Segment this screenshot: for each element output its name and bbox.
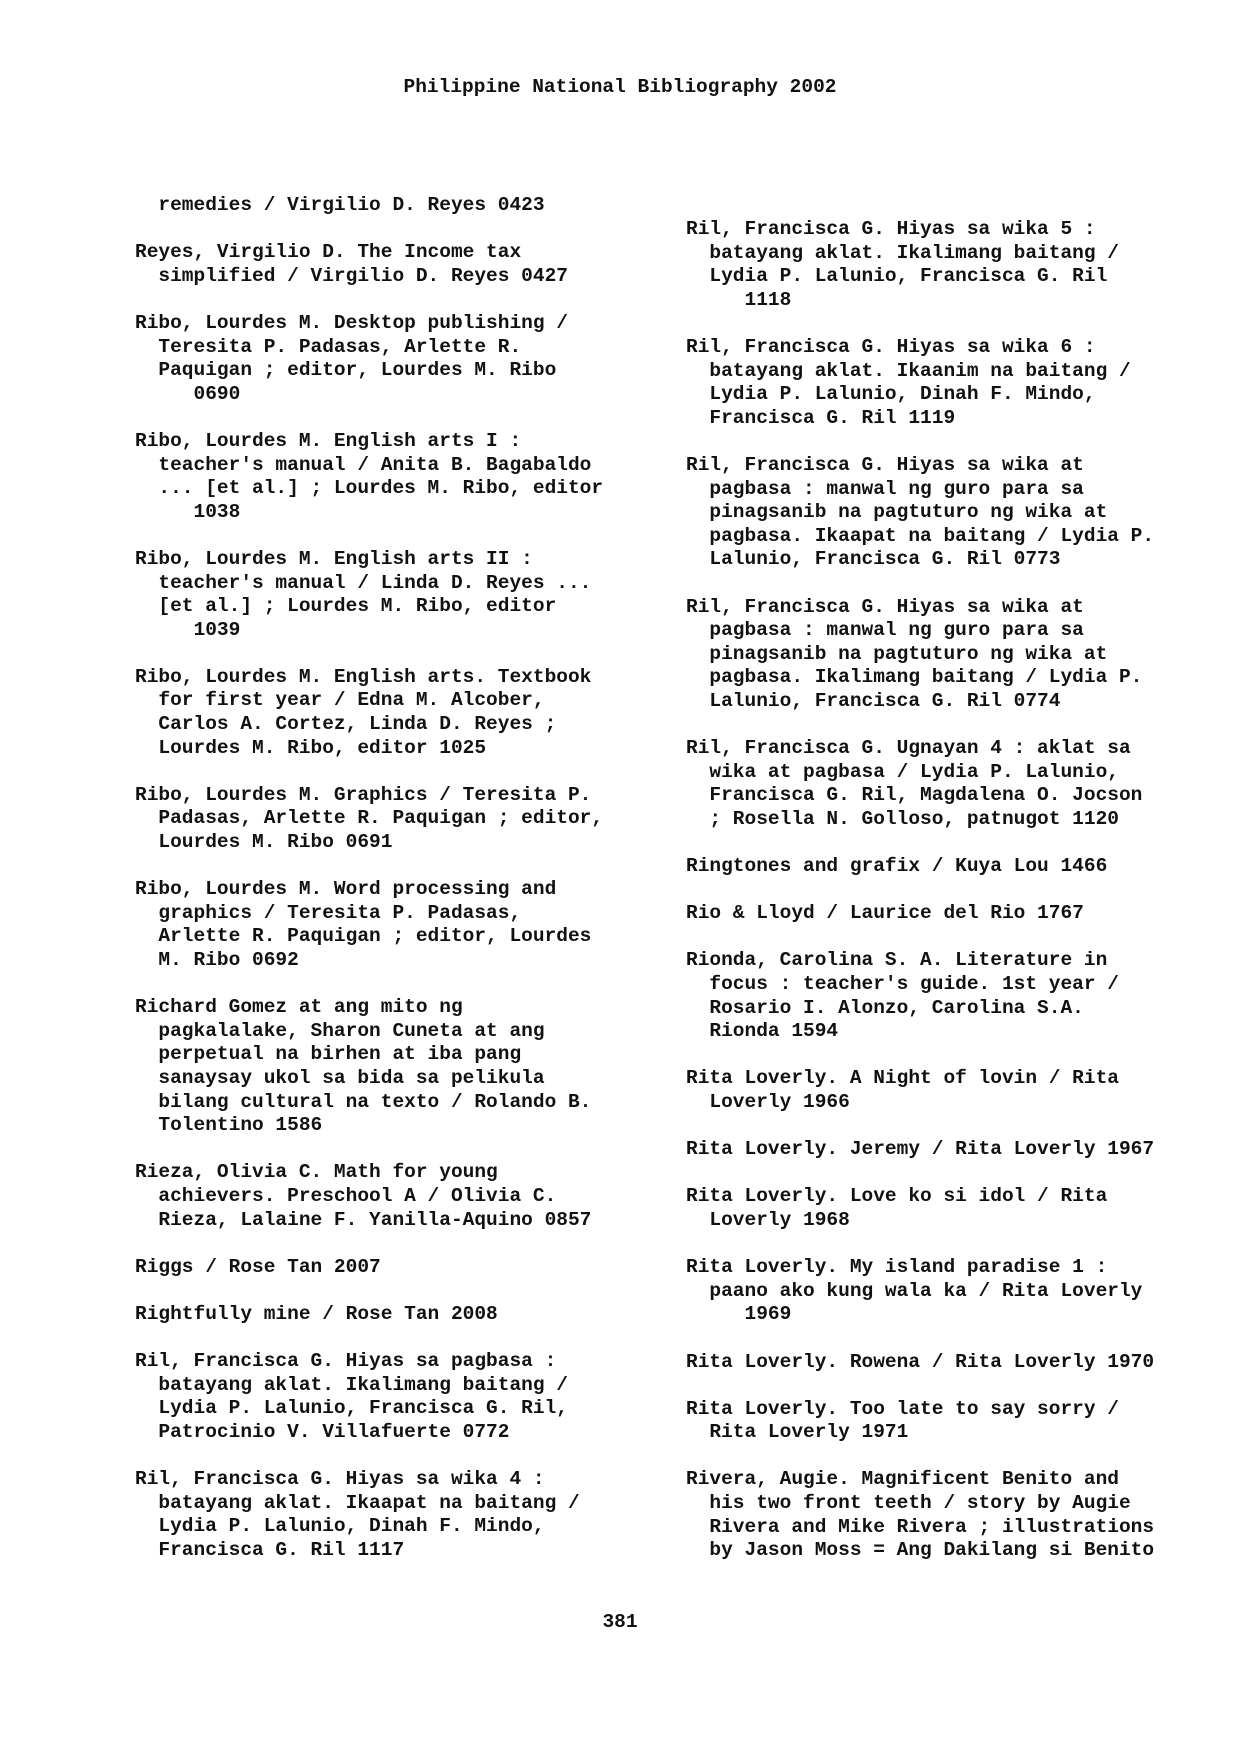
entry-line: ; Rosella N. Golloso, patnugot 1120 xyxy=(686,807,1119,830)
entry-line: ... [et al.] ; Lourdes M. Ribo, editor xyxy=(135,477,604,500)
entry-line: 1118 xyxy=(686,288,792,311)
entry-line: by Jason Moss = Ang Dakilang si Benito xyxy=(686,1539,1155,1562)
entry-line: Loverly 1968 xyxy=(686,1208,850,1231)
entry-line: focus : teacher's guide. 1st year / xyxy=(686,973,1119,995)
entry-line: Ribo, Lourdes M. Word processing and xyxy=(135,878,557,901)
bibliography-entry xyxy=(686,336,1206,430)
entry-line: teacher's manual / Anita B. Bagabaldo xyxy=(135,453,592,476)
entry-line: Padasas, Arlette R. Paquigan ; editor, xyxy=(135,807,604,830)
page-header: Philippine National Bibliography 2002 xyxy=(403,76,837,98)
bibliography-entry xyxy=(686,949,1206,1043)
entry-line: remedies / Virgilio D. Reyes 0423 xyxy=(135,194,545,216)
entry-line: Lydia P. Lalunio, Dinah F. Mindo, xyxy=(135,1515,545,1538)
bibliography-entry xyxy=(686,1256,1206,1327)
bibliography-entry xyxy=(135,784,655,855)
bibliography-entry xyxy=(686,1138,1206,1162)
entry-line: Francisca G. Ril 1117 xyxy=(135,1538,405,1561)
bibliography-entry xyxy=(135,194,655,218)
entry-line: Ribo, Lourdes M. English arts. Textbook xyxy=(135,665,592,688)
entry-line: Ril, Francisca G. Ugnayan 4 : aklat sa xyxy=(686,737,1131,760)
entry-line: Francisca G. Ril, Magdalena O. Jocson xyxy=(686,784,1143,807)
entry-line: Ringtones and grafix / Kuya Lou 1466 xyxy=(686,855,1108,878)
entry-line: bilang cultural na texto / Rolando B. xyxy=(135,1090,592,1113)
bibliography-entry xyxy=(135,548,655,642)
entry-line: achievers. Preschool A / Olivia C. xyxy=(135,1184,557,1207)
entry-line: teacher's manual / Linda D. Reyes ... xyxy=(135,571,592,594)
bibliography-entry xyxy=(686,454,1206,572)
entry-line: Teresita P. Padasas, Arlette R. xyxy=(135,335,522,358)
bibliography-entry xyxy=(135,996,655,1138)
entry-line: Rieza, Lalaine F. Yanilla-Aquino 0857 xyxy=(135,1208,592,1231)
entry-line: Ribo, Lourdes M. English arts II : xyxy=(135,547,533,570)
entry-line: Carlos A. Cortez, Linda D. Reyes ; xyxy=(135,713,557,736)
entry-line: simplified / Virgilio D. Reyes 0427 xyxy=(135,264,568,287)
entry-line: Lourdes M. Ribo 0691 xyxy=(135,831,393,854)
bibliography-entry xyxy=(686,1468,1206,1562)
bibliography-entry xyxy=(686,855,1206,879)
bibliography-entry xyxy=(135,1303,655,1327)
entry-line: pagkalalake, Sharon Cuneta at ang xyxy=(135,1019,545,1042)
entry-line: Ril, Francisca G. Hiyas sa pagbasa : xyxy=(135,1350,557,1373)
entry-line: Rivera, Augie. Magnificent Benito and xyxy=(686,1468,1119,1491)
bibliography-entry xyxy=(686,1185,1206,1232)
entry-line: Ribo, Lourdes M. Graphics / Teresita P. xyxy=(135,783,592,806)
entry-line: perpetual na birhen at iba pang xyxy=(135,1043,522,1066)
left-column xyxy=(135,194,655,1586)
page-number: 381 xyxy=(602,1611,638,1633)
entry-line: Rita Loverly 1971 xyxy=(686,1421,909,1444)
entry-line: Francisca G. Ril 1119 xyxy=(686,406,956,429)
entry-line: batayang aklat. Ikaanim na baitang / xyxy=(686,359,1131,382)
bibliography-entry xyxy=(135,430,655,524)
right-column xyxy=(686,218,1206,1586)
entry-line: Rivera and Mike Rivera ; illustrations xyxy=(686,1515,1155,1538)
entry-line: Rightfully mine / Rose Tan 2008 xyxy=(135,1302,498,1325)
entry-line: Rita Loverly. My island paradise 1 : xyxy=(686,1256,1108,1279)
entry-line: Lydia P. Lalunio, Francisca G. Ril xyxy=(686,265,1108,288)
entry-line: Tolentino 1586 xyxy=(135,1114,323,1137)
entry-line: paano ako kung wala ka / Rita Loverly xyxy=(686,1279,1143,1302)
bibliography-entry xyxy=(686,1067,1206,1114)
entry-line: Patrocinio V. Villafuerte 0772 xyxy=(135,1420,510,1443)
entry-line: pagbasa : manwal ng guro para sa xyxy=(686,477,1084,500)
entry-line: pinagsanib na pagtuturo ng wika at xyxy=(686,501,1108,524)
bibliography-entry xyxy=(135,1256,655,1280)
entry-line: Rio & Lloyd / Laurice del Rio 1767 xyxy=(686,902,1084,925)
entry-line: Rita Loverly. Rowena / Rita Loverly 1970 xyxy=(686,1350,1155,1373)
entry-line: pagbasa : manwal ng guro para sa xyxy=(686,619,1084,642)
entry-line: Rionda 1594 xyxy=(686,1020,839,1043)
entry-line: Ril, Francisca G. Hiyas sa wika 4 : xyxy=(135,1468,545,1491)
bibliography-entry xyxy=(135,1350,655,1444)
entry-line: 0690 xyxy=(135,382,241,405)
entry-line: Paquigan ; editor, Lourdes M. Ribo xyxy=(135,359,557,382)
entry-line: Loverly 1966 xyxy=(686,1090,850,1113)
entry-line: Ril, Francisca G. Hiyas sa wika at xyxy=(686,595,1084,618)
entry-line: Rita Loverly. Jeremy / Rita Loverly 1967 xyxy=(686,1138,1155,1161)
entry-line: 1039 xyxy=(135,618,241,641)
entry-line: Ril, Francisca G. Hiyas sa wika 6 : xyxy=(686,335,1096,358)
entry-line: Rosario I. Alonzo, Carolina S.A. xyxy=(686,996,1084,1019)
entry-line: pinagsanib na pagtuturo ng wika at xyxy=(686,642,1108,665)
entry-line: Lourdes M. Ribo, editor 1025 xyxy=(135,736,487,759)
entry-line: 1969 xyxy=(686,1303,792,1326)
entry-line: pagbasa. Ikalimang baitang / Lydia P. xyxy=(686,666,1143,689)
entry-line: Rita Loverly. A Night of lovin / Rita xyxy=(686,1067,1119,1090)
entry-line: Ribo, Lourdes M. Desktop publishing / xyxy=(135,311,568,334)
entry-line: [et al.] ; Lourdes M. Ribo, editor xyxy=(135,595,557,618)
entry-line: Ril, Francisca G. Hiyas sa wika 5 : xyxy=(686,218,1096,240)
bibliography-entry xyxy=(135,878,655,972)
entry-line: Ril, Francisca G. Hiyas sa wika at xyxy=(686,453,1084,476)
entry-line: Lalunio, Francisca G. Ril 0774 xyxy=(686,689,1061,712)
entry-line: Reyes, Virgilio D. The Income tax xyxy=(135,241,522,264)
entry-line: for first year / Edna M. Alcober, xyxy=(135,689,545,712)
entry-line: wika at pagbasa / Lydia P. Lalunio, xyxy=(686,760,1119,783)
entry-line: Ribo, Lourdes M. English arts I : xyxy=(135,429,522,452)
entry-line: Rita Loverly. Love ko si idol / Rita xyxy=(686,1185,1108,1208)
entry-line: Rita Loverly. Too late to say sorry / xyxy=(686,1397,1119,1420)
bibliography-entry xyxy=(686,1351,1206,1375)
bibliography-entry xyxy=(135,1468,655,1562)
entry-line: Lydia P. Lalunio, Dinah F. Mindo, xyxy=(686,383,1096,406)
entry-line: his two front teeth / story by Augie xyxy=(686,1492,1131,1515)
bibliography-entry xyxy=(686,1398,1206,1445)
entry-line: Lalunio, Francisca G. Ril 0773 xyxy=(686,548,1061,571)
bibliography-entry xyxy=(686,737,1206,831)
entry-line: graphics / Teresita P. Padasas, xyxy=(135,901,522,924)
entry-line: Lydia P. Lalunio, Francisca G. Ril, xyxy=(135,1397,568,1420)
bibliography-entry xyxy=(135,666,655,760)
bibliography-entry xyxy=(686,596,1206,714)
entry-line: Richard Gomez at ang mito ng xyxy=(135,996,463,1019)
bibliography-entry xyxy=(135,312,655,406)
entry-line: batayang aklat. Ikaapat na baitang / xyxy=(135,1491,580,1514)
bibliography-entry xyxy=(686,218,1206,312)
entry-line: sanaysay ukol sa bida sa pelikula xyxy=(135,1066,545,1089)
entry-line: batayang aklat. Ikalimang baitang / xyxy=(686,241,1119,264)
entry-line: M. Ribo 0692 xyxy=(135,949,299,971)
entry-line: Arlette R. Paquigan ; editor, Lourdes xyxy=(135,925,592,948)
entry-line: Rieza, Olivia C. Math for young xyxy=(135,1161,498,1184)
entry-line: Rionda, Carolina S. A. Literature in xyxy=(686,949,1108,972)
bibliography-entry xyxy=(135,1161,655,1232)
entry-line: Riggs / Rose Tan 2007 xyxy=(135,1255,381,1278)
entry-line: 1038 xyxy=(135,500,241,523)
entry-line: pagbasa. Ikaapat na baitang / Lydia P. xyxy=(686,524,1155,547)
bibliography-entry xyxy=(135,241,655,288)
bibliography-entry xyxy=(686,902,1206,926)
entry-line: batayang aklat. Ikalimang baitang / xyxy=(135,1373,568,1396)
